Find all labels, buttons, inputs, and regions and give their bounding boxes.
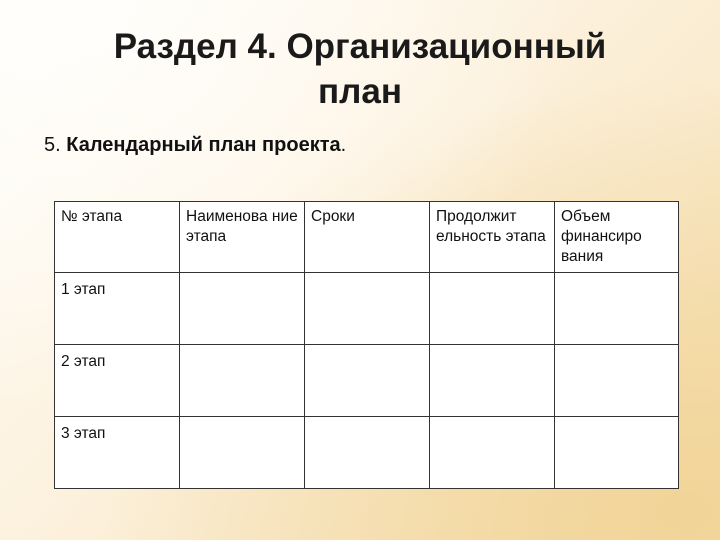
table-cell — [555, 417, 679, 489]
page-title — [0, 24, 720, 114]
table-cell — [305, 345, 430, 417]
table-cell-stage: 3 этап — [55, 417, 180, 489]
table-cell — [180, 345, 305, 417]
table-cell — [430, 345, 555, 417]
table-cell — [555, 273, 679, 345]
header-duration: Продолжит ельность этапа — [430, 202, 555, 273]
table-cell — [430, 417, 555, 489]
header-stage-name: Наименова ние этапа — [180, 202, 305, 273]
table-cell — [430, 273, 555, 345]
section-subtitle — [44, 134, 346, 157]
table-cell — [555, 345, 679, 417]
table-row — [55, 273, 679, 345]
table-header-row — [55, 202, 679, 273]
header-funding: Объем финансиро вания — [555, 202, 679, 273]
title-line-2: план — [318, 72, 402, 111]
table-row — [55, 345, 679, 417]
header-dates: Сроки — [305, 202, 430, 273]
subtitle-text: Календарный план проекта — [66, 134, 341, 156]
title-line-1: Раздел 4. Организационный — [113, 27, 607, 66]
table-cell-stage: 2 этап — [55, 345, 180, 417]
table-cell — [305, 273, 430, 345]
header-stage-number: № этапа — [55, 202, 180, 273]
subtitle-period: . — [340, 134, 347, 156]
schedule-table — [54, 201, 679, 489]
table-row — [55, 417, 679, 489]
table-cell-stage: 1 этап — [55, 273, 180, 345]
table-cell — [305, 417, 430, 489]
table-cell — [180, 273, 305, 345]
subtitle-number: 5. — [44, 134, 61, 156]
table-cell — [180, 417, 305, 489]
